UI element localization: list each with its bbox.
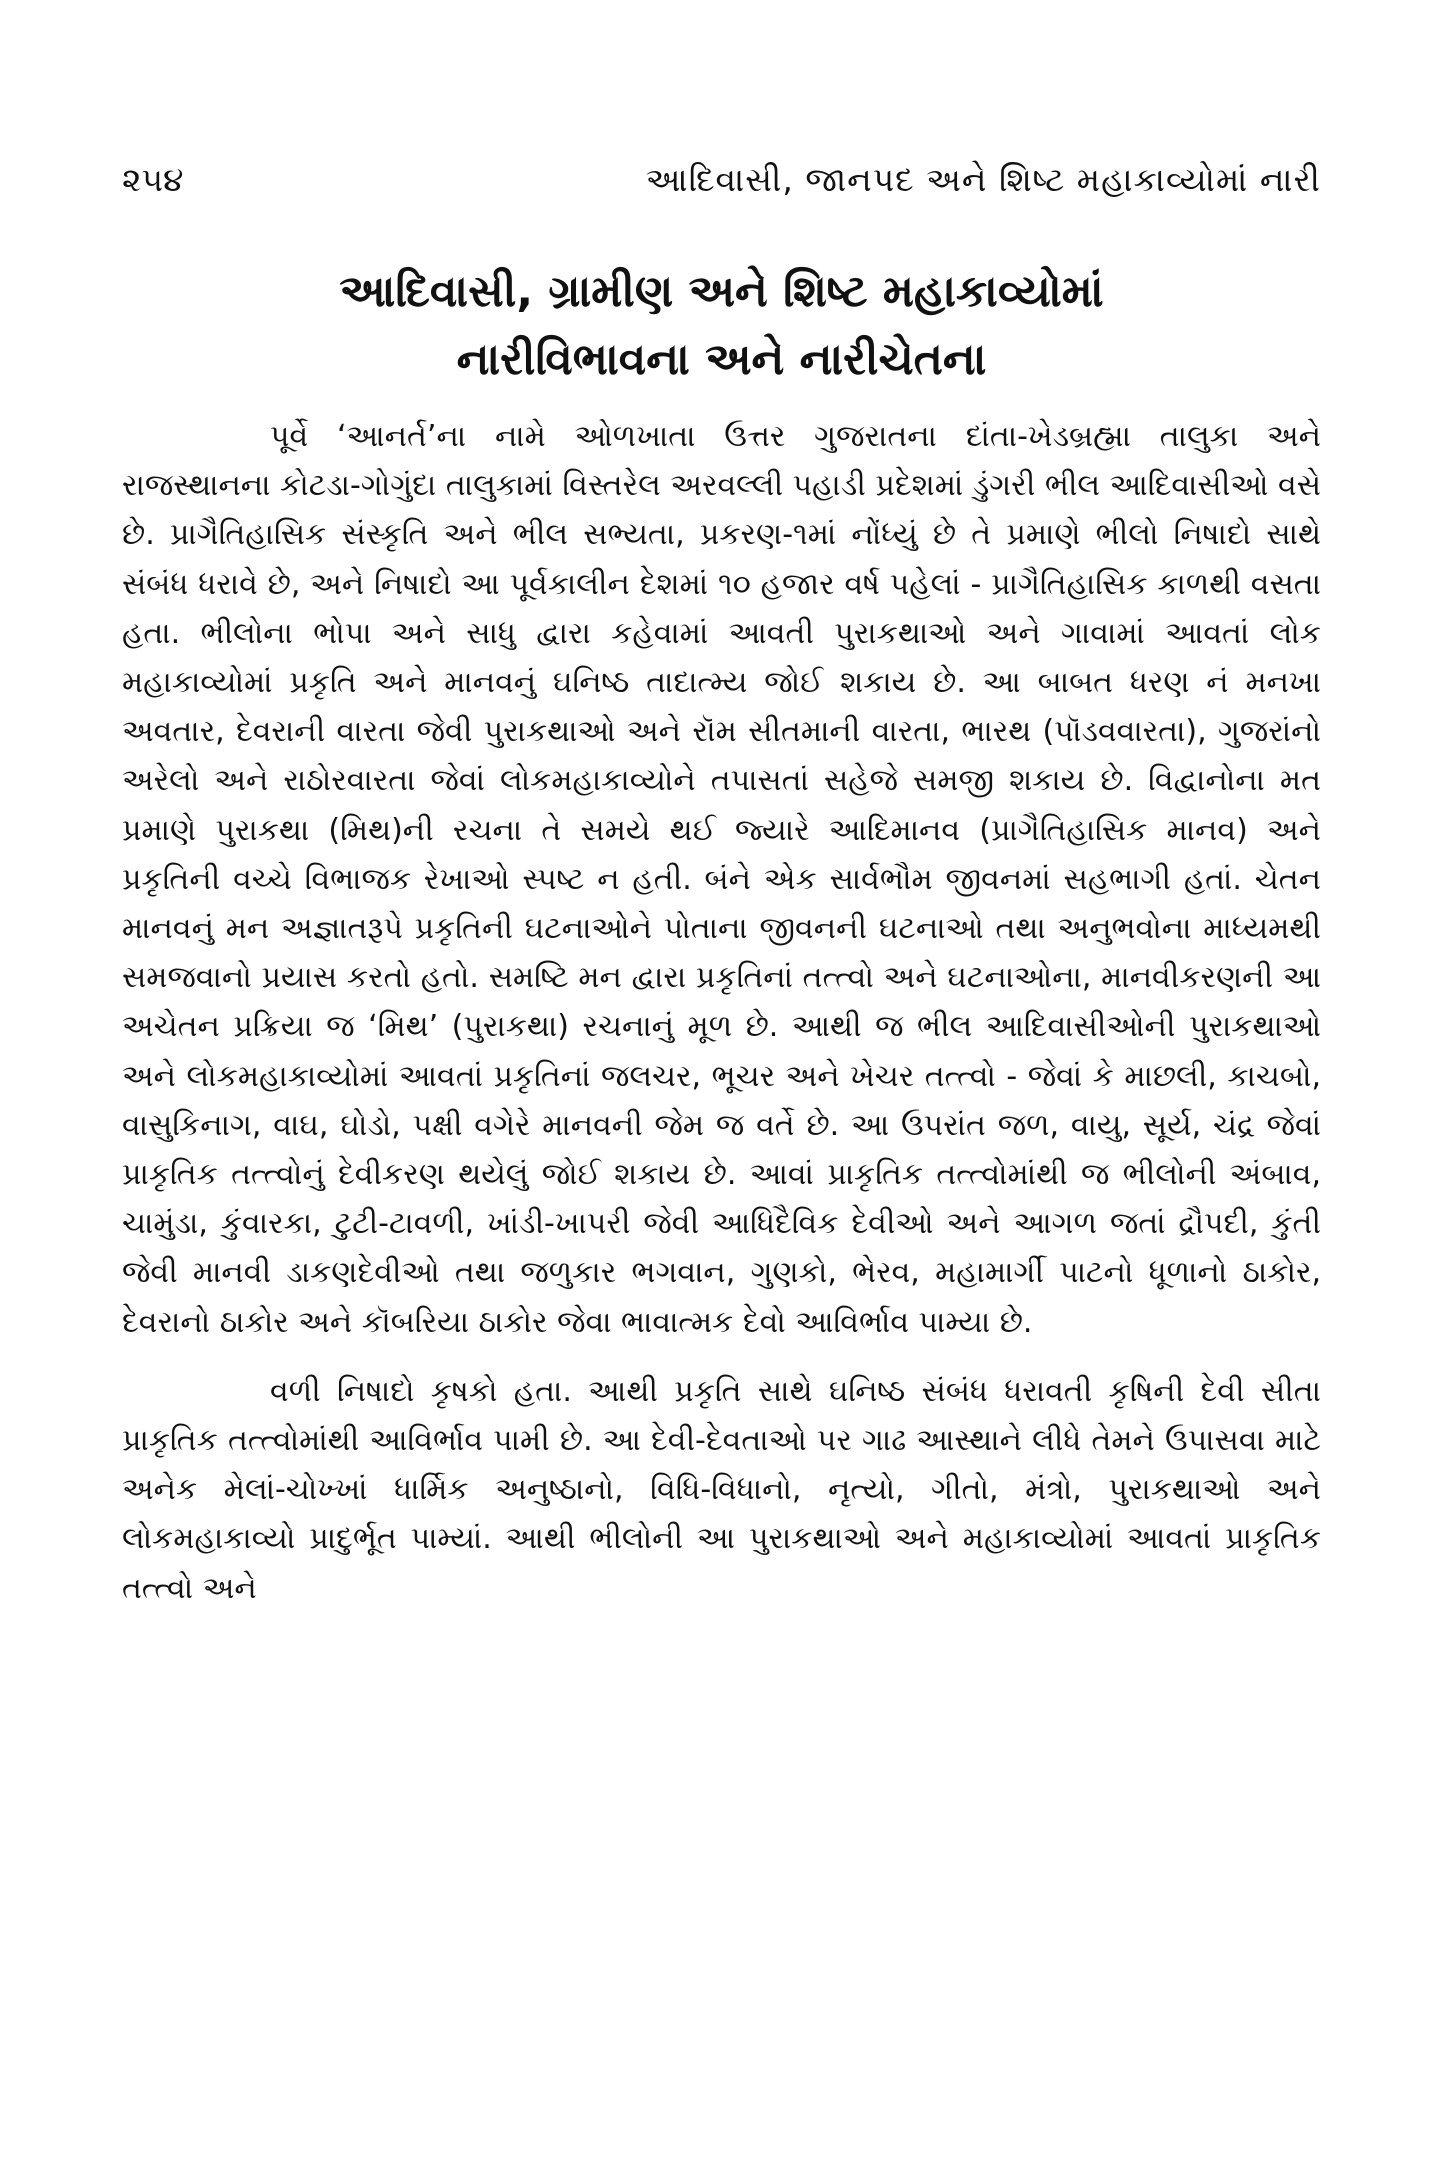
paragraph-1: [122, 412, 1321, 1347]
chapter-title: [122, 258, 1321, 394]
body-text: [122, 412, 1321, 1613]
running-title: આદિવાસી, જાનપદ અને શિષ્ટ મહાકાવ્યોમાં નારી: [645, 160, 1321, 199]
running-header: [122, 150, 1321, 210]
paragraph-2: [122, 1367, 1321, 1613]
page-number: ૨૫૪: [122, 160, 184, 199]
chapter-title-line-2: નારીવિભાવના અને નારીચેતના: [456, 334, 987, 385]
paragraph-1-text: પૂર્વે ‘આનર્ત’ના નામે ઓળખાતા ઉત્તર ગુજરાતના દાંતા-ખેડબ્રહ્મા તાલુકા અને રાજસ્થાનના કોટડા-ગોગુંદા તાલુકામાં વિસ્તરેલ અરવલ્લી પહાડી પ્રદેશમાં ડુંગરી ભીલ આદિવાસીઓ વસે છે. પ્રાગૈતિહાસિક સંસ્કૃતિ અને ભીલ સભ્યતા, પ્રકરણ-૧માં નોંધ્યું છે તે પ્રમાણે ભીલો નિષાદો સાથે સંબંધ ધરાવે છે, અને નિષાદો આ પૂર્વકાલીન દેશમાં ૧૦ હજાર વર્ષ પહેલાં - પ્રાગૈતિહાસિક કાળથી વસતા હતા. ભીલોના ભોપા અને સાધુ દ્વારા કહેવામાં આવતી પુરાકથાઓ અને ગાવામાં આવતાં લોક મહાકાવ્યોમાં પ્રકૃતિ અને માનવનું ઘનિષ્ઠ તાદાત્મ્ય જોઈ શકાય છે. આ બાબત ધરણ નં મનખા અવતાર, દેવરાની વારતા જેવી પુરાકથાઓ અને રૉમ સીતમાની વારતા, ભારથ (પૉડવવારતા), ગુજરાંનો અરેલો અને રાઠોરવારતા જેવાં લોકમહાકાવ્યોને તપાસતાં સહેજે સમજી શકાય છે. વિદ્વાનોના મત પ્રમાણે પુરાકથા (મિથ)ની રચના તે સમયે થઈ જ્યારે આદિમાનવ (પ્રાગૈતિહાસિક માનવ) અને પ્રકૃતિની વચ્ચે વિભાજક રેખાઓ સ્પષ્ટ ન હતી. બંને એક સાર્વભૌમ જીવનમાં સહભાગી હતાં. ચેતન માનવનું મન અજ્ઞાતરૂપે પ્રકૃતિની ઘટનાઓને પોતાના જીવનની ઘટનાઓ તથા અનુભવોના માધ્યમથી સમજવાનો પ્રયાસ કરતો હતો. સમષ્ટિ મન દ્વારા પ્રકૃતિનાં તત્ત્વો અને ઘટનાઓના, માનવીકરણની આ અચેતન પ્રક્રિયા જ ‘મિથ’ (પુરાકથા) રચનાનું મૂળ છે. આથી જ ભીલ આદિવાસીઓની પુરાકથાઓ અને લોકમહાકાવ્યોમાં આવતાં પ્રકૃતિનાં જલચર, ભૂચર અને ખેચર તત્ત્વો - જેવાં કે માછલી, કાચબો, વાસુકિનાગ, વાઘ, ઘોડો, પક્ષી વગેરે માનવની જેમ જ વર્તે છે. આ ઉપરાંત જળ, વાયુ, સૂર્ય, ચંદ્ર જેવાં પ્રાકૃતિક તત્ત્વોનું દેવીકરણ થયેલું જોઈ શકાય છે. આવાં પ્રાકૃતિક તત્ત્વોમાંથી જ ભીલોની અંબાવ, ચામુંડા, કુંવારકા, ટુટી-ટાવળી, ખાંડી-ખાપરી જેવી આધિદૈવિક દેવીઓ અને આગળ જતાં દ્રૌપદી, કુંતી જેવી માનવી ડાકણદેવીઓ તથા જળુકાર ભગવાન, ગુણકો, ભેરવ, મહામાર્ગી પાટનો ધૂળાનો ઠાકોર, દેવરાનો ઠાકોર અને કૉબરિયા ઠાકોર જેવા ભાવાત્મક દેવો આવિર્ભાવ પામ્યા છે.: [122, 419, 1321, 1340]
chapter-title-line-1: આદિવાસી, ગ્રામીણ અને શિષ્ટ મહાકાવ્યોમાં: [339, 266, 1104, 317]
paragraph-2-text: વળી નિષાદો કૃષકો હતા. આથી પ્રકૃતિ સાથે ઘનિષ્ઠ સંબંધ ધરાવતી કૃષિની દેવી સીતા પ્રાકૃતિક તત્ત્વોમાંથી આવિર્ભાવ પામી છે. આ દેવી-દેવતાઓ પર ગાઢ આસ્થાને લીધે તેમને ઉપાસવા માટે અનેક મેલાં-ચોખ્ખાં ધાર્મિક અનુષ્ઠાનો, વિધિ-વિધાનો, નૃત્યો, ગીતો, મંત્રો, પુરાકથાઓ અને લોકમહાકાવ્યો પ્રાદુર્ભૂત પામ્યાં. આથી ભીલોની આ પુરાકથાઓ અને મહાકાવ્યોમાં આવતાં પ્રાકૃતિક તત્ત્વો અને: [122, 1373, 1321, 1606]
